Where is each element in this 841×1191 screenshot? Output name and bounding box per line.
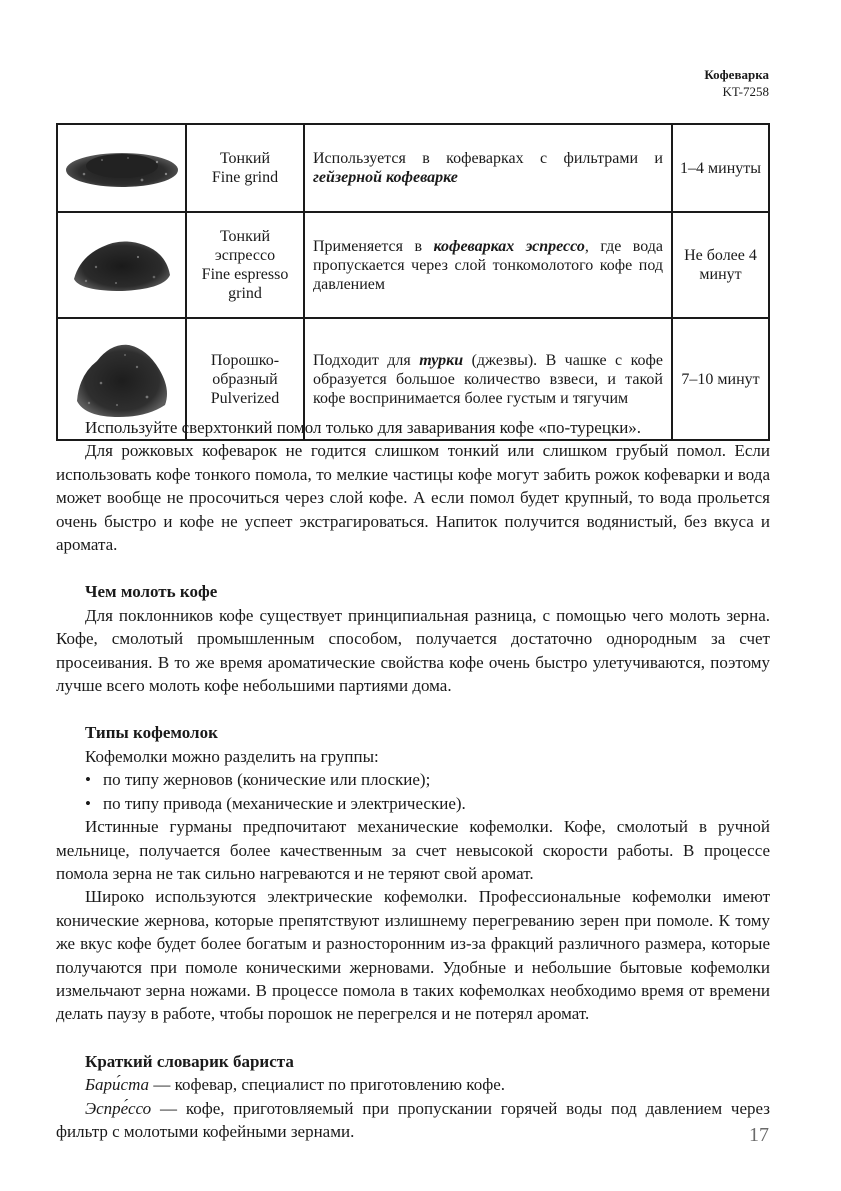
section-heading-grinder-types: Типы кофемолок xyxy=(85,723,218,743)
grind-name-line: Тонкий xyxy=(219,150,271,167)
grind-name-line: Порошко- xyxy=(210,351,280,369)
grind-name-line: образный xyxy=(212,370,278,388)
paragraph: Широко используются электрические кофемолки. Профессиональные кофемолки имеют конические жернова, которые препятствуют излишнему перегреванию зерен при помоле. К тому же вкус кофе будет более богатым и разносторонним из-за фракций различного размера, которые получаются при помоле коническими жерновами. Удобные и небольшие бытовые кофемолки измельчают зерна ножами. В процессе помола в таких кофемолках необходимо время от времени делать паузу в работе, чтобы порошок не перегрелся и не потерял аромат. xyxy=(56,887,770,1024)
glossary-definition: — кофе, приготовляемый при пропускании горячей воды под давлением через фильтр с молотыми кофейными зернами. xyxy=(56,1098,770,1141)
paragraph: Используйте сверхтонкий помол только для заваривания кофе «по-турецки». xyxy=(85,418,642,437)
body-text xyxy=(56,416,770,1143)
list-item-text: по типу жерновов (конические или плоские); xyxy=(103,770,431,790)
grind-name-line: эспрессо xyxy=(214,247,276,264)
section-heading-barista-glossary: Краткий словарик бариста xyxy=(85,1051,294,1071)
glossary-entry xyxy=(56,1073,770,1096)
pulverized-coffee-powder-image xyxy=(67,331,177,423)
header-brand: Кофеварка xyxy=(704,67,769,82)
desc-emphasis: турки xyxy=(419,351,464,369)
desc-text: Используется в кофеварках с фильтрами и xyxy=(313,150,663,167)
grind-name-line: Fine grind xyxy=(211,169,279,186)
grind-name-cell xyxy=(186,124,304,212)
image-cell xyxy=(57,212,186,318)
bullet-icon: • xyxy=(85,793,91,813)
list-item-text: по типу привода (механические и электрические). xyxy=(103,793,466,813)
grind-name-cell xyxy=(186,212,304,318)
desc-text: (джезвы). В чашке с кофе образуется большое количество взвеси, и такой кофе воспринимается более густым и тягучим xyxy=(313,351,663,407)
paragraph: Для поклонников кофе существует принципиальная разница, с помощью чего молоть зерна. Кофе, смолотый промышленным способом, получается достаточно однородным за счет просеивания. В то же время ароматические свойства кофе очень быстро улетучиваются, поэтому лучше всего молоть кофе небольшими партиями дома. xyxy=(56,605,770,696)
grind-name-line: Pulverized xyxy=(210,389,280,407)
grind-types-table xyxy=(56,123,770,441)
list-item xyxy=(56,792,770,815)
table-row xyxy=(57,124,769,212)
grind-name-line: grind xyxy=(228,285,262,302)
grind-description-cell xyxy=(304,124,672,212)
glossary-definition: — кофевар, специалист по приготовлению кофе. xyxy=(149,1075,506,1095)
image-cell xyxy=(57,124,186,212)
grind-name-line: Fine espresso xyxy=(201,266,289,283)
glossary-term: Бари́ста xyxy=(85,1075,150,1095)
bullet-icon: • xyxy=(85,770,91,790)
table-row xyxy=(57,212,769,318)
paragraph: Для рожковых кофеварок не годится слишком тонкий или слишком грубый помол. Если использовать кофе тонкого помола, то мелкие частицы кофе могут забить рожок кофеварки и вода может вообще не просочиться через слой кофе. А если помол будет крупный, то вода прольется очень быстро и кофе не успеет экстрагироваться. Напиток получится водянистый, без вкуса и аромата. xyxy=(56,441,770,555)
desc-emphasis: кофеварках эспрессо xyxy=(433,237,585,255)
espresso-coffee-powder-image xyxy=(66,227,178,299)
grinder-groups-list xyxy=(56,768,770,815)
paragraph: Кофемолки можно разделить на группы: xyxy=(85,746,379,766)
desc-text: , где вода пропускается через слой тонкомолотого кофе под давлением xyxy=(313,237,664,293)
list-item xyxy=(56,768,770,791)
glossary-term: Эспре́ссо xyxy=(85,1098,152,1118)
section-heading-grinding: Чем молоть кофе xyxy=(85,582,218,602)
desc-text: Применяется в xyxy=(313,237,434,255)
brew-time-cell: 7–10 минут xyxy=(672,318,769,440)
glossary-entry xyxy=(56,1097,770,1144)
brew-time-cell: 1–4 минуты xyxy=(672,124,769,212)
paragraph: Истинные гурманы предпочитают механические кофемолки. Кофе, смолотый в ручной мельнице, получается более качественным за счет невысокой скорости работы. В процессе помола зерна не так сильно нагреваются и не теряют свой аромат. xyxy=(56,817,770,883)
header-model: KT-7258 xyxy=(722,84,769,99)
grind-name-line: Тонкий xyxy=(219,228,271,245)
fine-coffee-powder-image xyxy=(62,140,182,192)
desc-text: Подходит для xyxy=(313,351,420,369)
brew-time-cell: Не более 4 минут xyxy=(672,212,769,318)
document-header xyxy=(704,66,769,100)
grind-description-cell xyxy=(304,212,672,318)
desc-emphasis: гейзерной кофеварке xyxy=(313,169,458,186)
page-number: 17 xyxy=(749,1124,769,1146)
